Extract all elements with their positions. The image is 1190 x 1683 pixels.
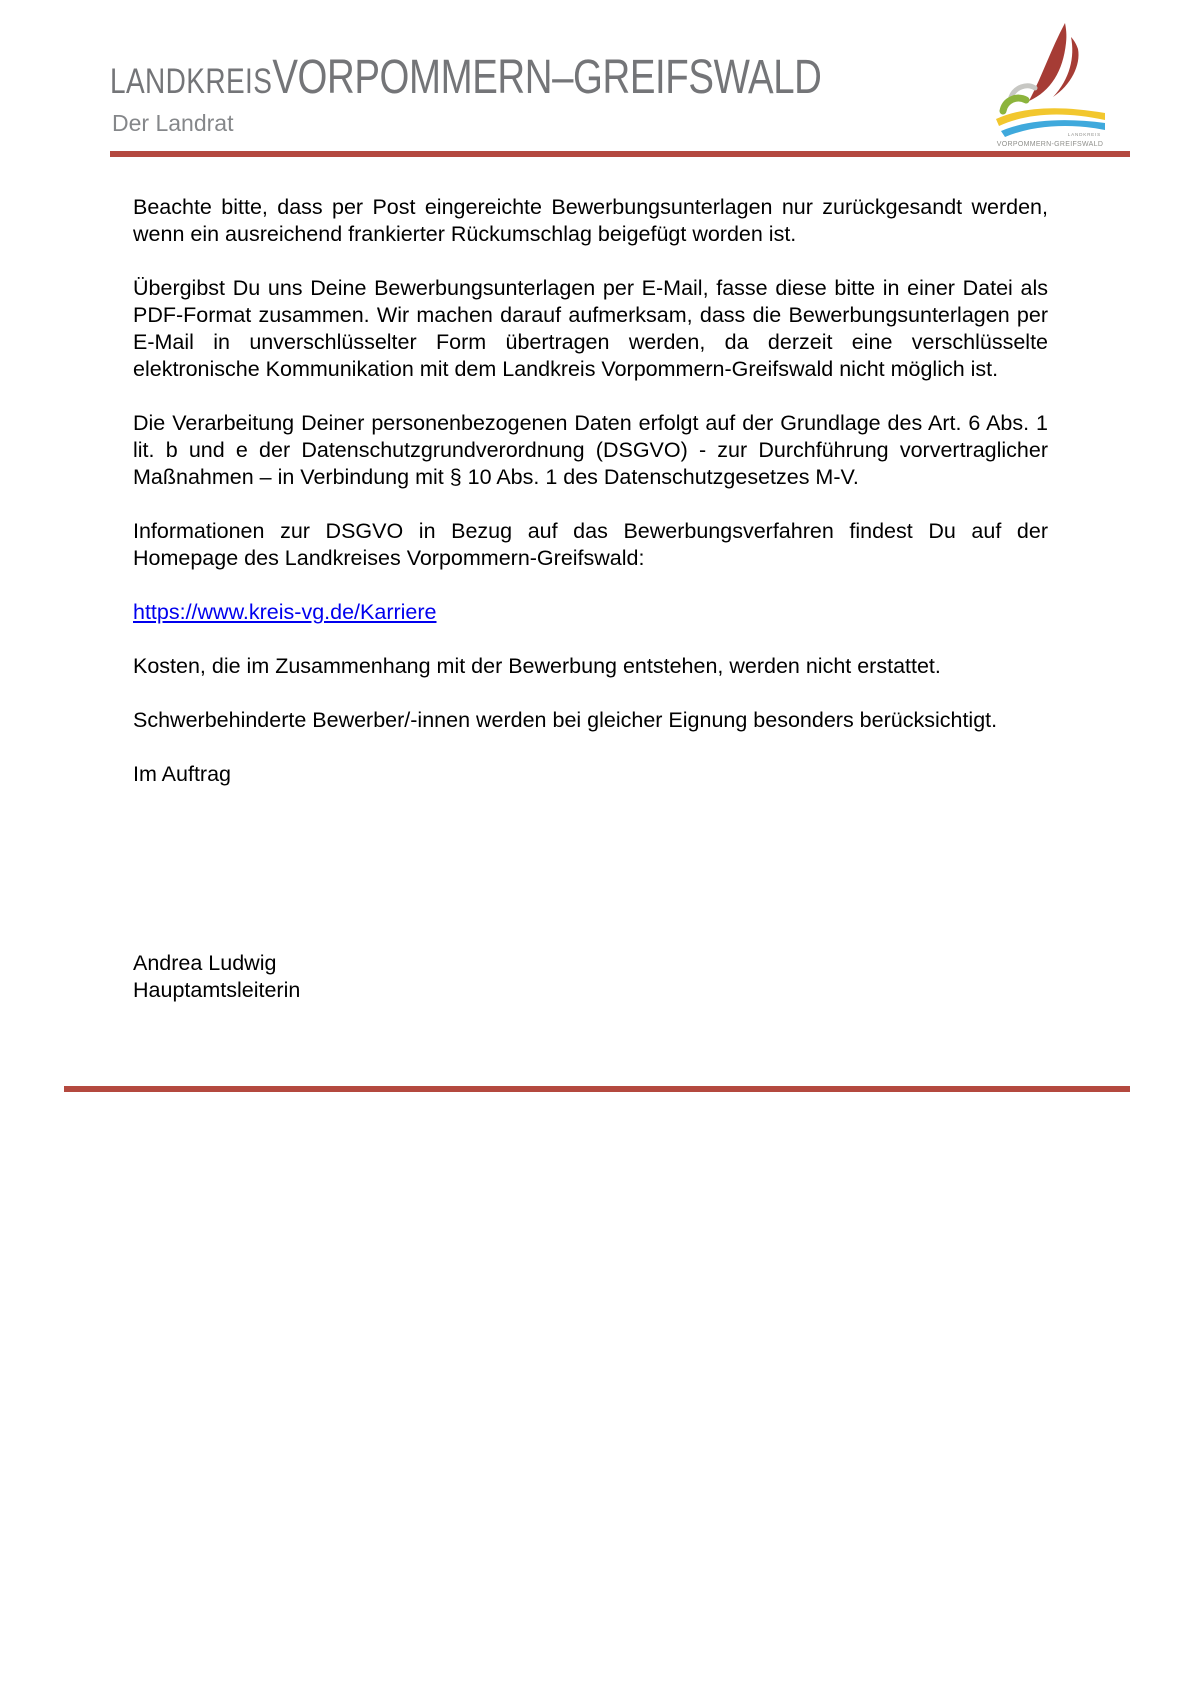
header-rule <box>110 151 1130 157</box>
paragraph-dsgvo-info: Informationen zur DSGVO in Bezug auf das Bewerbungsverfahren findest Du auf der Homepage des Landkreises Vorpommern-Greifswald: <box>133 519 1048 570</box>
paragraph-email-pdf: Übergibst Du uns Deine Bewerbungsunterlagen per E-Mail, fasse diese bitte in einer Datei als PDF-Format zusammen. Wir machen darauf aufmerksam, dass die Bewerbungsunterlagen per E-Mail in unverschlüsselter Form übertragen werden, da derzeit eine verschlüsselte elektronische Kommunikation mit dem Landkreis Vorpommern-Greifswald nicht möglich ist. <box>133 276 1048 381</box>
brand-vorpommern-greifswald: VORPOMMERN–GREIFSWALD <box>272 51 822 104</box>
logo-caption-landkreis: LANDKREIS <box>1067 132 1101 137</box>
letterhead-subtitle: Der Landrat <box>112 110 234 136</box>
landkreis-logo <box>993 18 1108 150</box>
letter-body <box>133 194 1048 1004</box>
paragraph-return-postage: Beachte bitte, dass per Post eingereichte Bewerbungsunterlagen nur zurückgesandt werden, wenn ein ausreichend frankierter Rückumschlag beigefügt worden ist. <box>133 195 1048 246</box>
signature-name: Andrea Ludwig <box>133 951 277 975</box>
closing-im-auftrag: Im Auftrag <box>133 762 231 786</box>
footer-rule <box>64 1086 1130 1092</box>
paragraph-disabled-applicants: Schwerbehinderte Bewerber/-innen werden bei gleicher Eignung besonders berücksichtigt. <box>133 708 998 732</box>
letterhead-brand <box>110 50 822 105</box>
waves-icon <box>996 86 1105 137</box>
logo-caption-vorpommern-greifswald: VORPOMMERN-GREIFSWALD <box>996 141 1104 148</box>
paragraph-dsgvo-legal-basis: Die Verarbeitung Deiner personenbezogenen Daten erfolgt auf der Grundlage des Art. 6 Abs. 1 lit. b und e der Datenschutzgrundverordnung (DSGVO) - zur Durchführung vorvertraglicher Maßnahmen – in Verbindung mit § 10 Abs. 1 des Datenschutzgesetzes M-V. <box>133 411 1048 489</box>
signature-title: Hauptamtsleiterin <box>133 978 301 1002</box>
paragraph-costs: Kosten, die im Zusammenhang mit der Bewerbung entstehen, werden nicht erstattet. <box>133 654 941 678</box>
karriere-link[interactable]: https://www.kreis-vg.de/Karriere <box>133 600 437 624</box>
signature-block <box>133 950 1048 1004</box>
brand-landkreis: LANDKREIS <box>110 62 273 101</box>
